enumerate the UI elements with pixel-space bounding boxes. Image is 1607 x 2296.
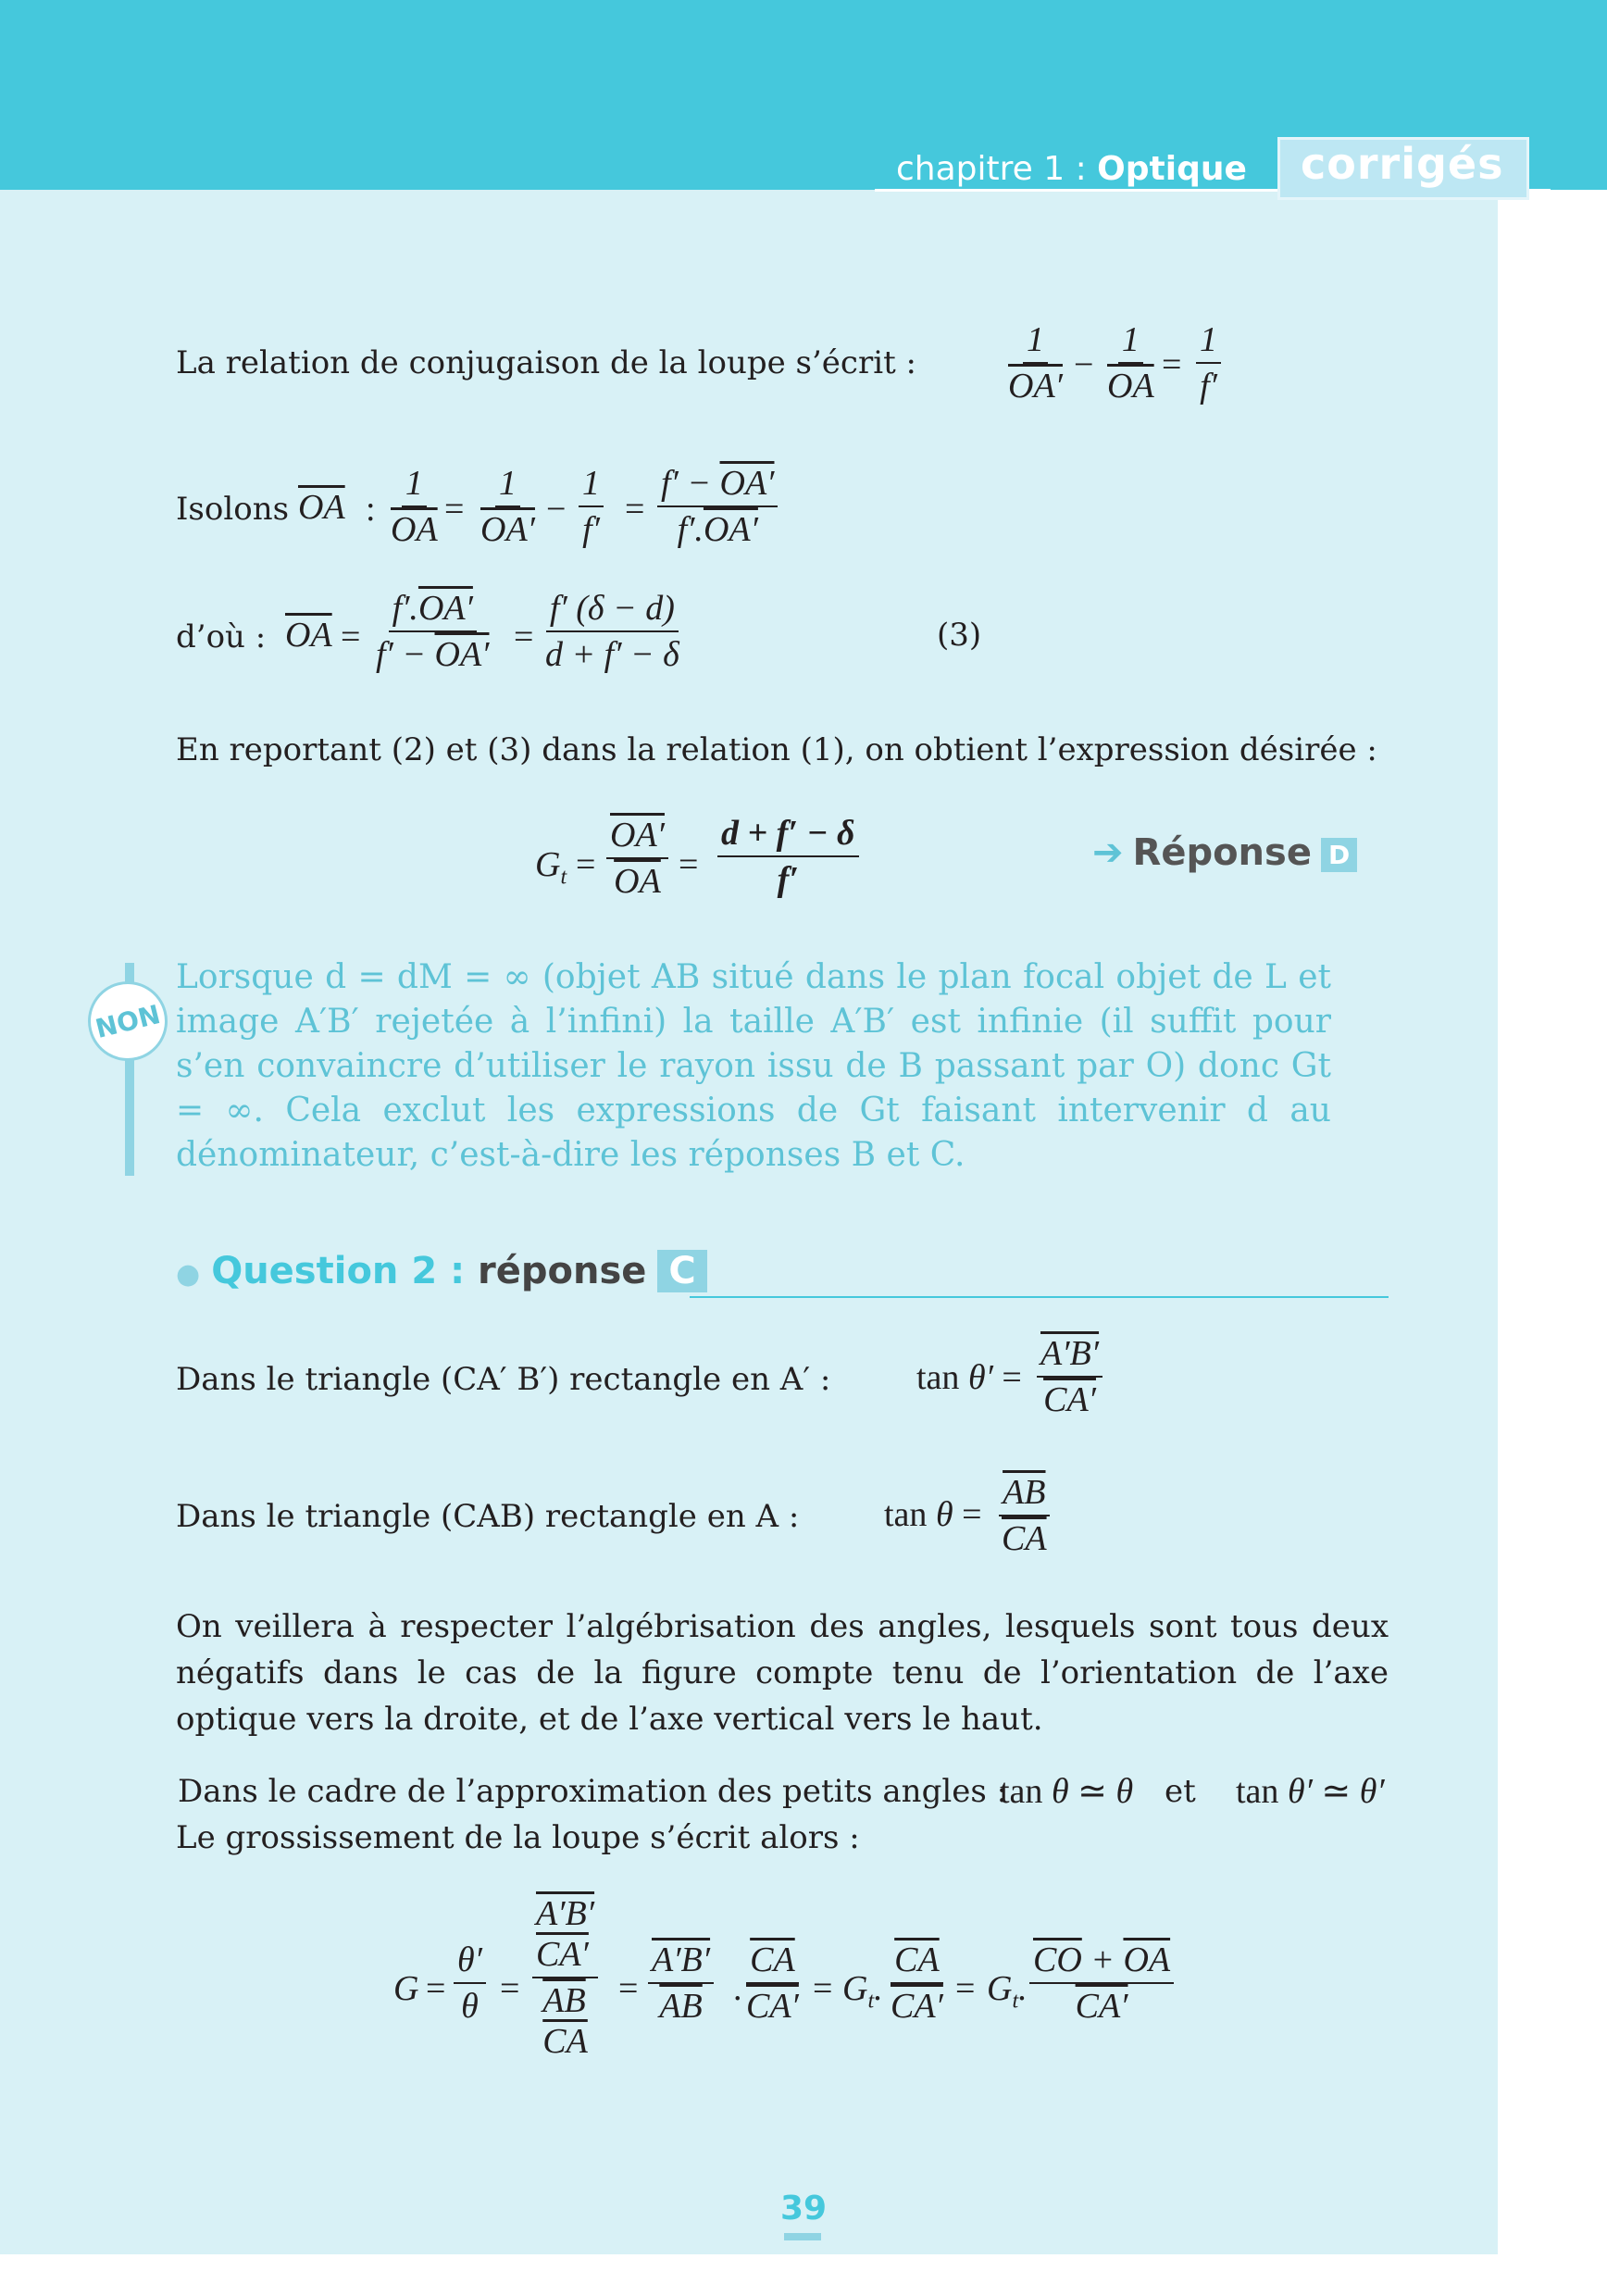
eq-op: = [341, 618, 361, 656]
g-var: G [393, 1969, 419, 2008]
report-sentence: En reportant (2) et (3) dans la relation (1), on obtient l’expression désirée : [176, 731, 1377, 768]
eq-op: = [618, 1969, 639, 2008]
eq-op: = [955, 1969, 976, 2008]
eq-op: = [444, 490, 465, 529]
chapter-header [896, 150, 1247, 188]
eq-isolons-t3: $\frac{1}{f'}$ [579, 463, 604, 550]
bullet-icon: ● [176, 1258, 201, 1291]
eq-conj-term2: $\frac{1}{OA}$ [1107, 320, 1154, 406]
dou-label: d’où : [176, 618, 267, 655]
algebra-paragraph: On veillera à respecter l’algébrisation des angles, lesquels sont tous deux négatifs dans le cas de la figure compte tenu de l’orientation de l’axe optique vers la droite, et de l’axe vertical vers le haut. [176, 1608, 1389, 1738]
right-margin [1498, 190, 1607, 2296]
note-paragraph: Lorsque d = dM = ∞ (objet AB situé dans le plan focal objet de L et image A′B′ rejetée à l’infini) la taille A′B′ est infinie (il suffit pour s’en convaincre d’utiliser le rayon issu de B passant par O) donc Gt = ∞. Cela exclut les expressions de Gt faisant intervenir d au dénominateur, c’est-à-dire les réponses B et C. [176, 958, 1331, 1174]
eq-g-t3b: $\frac{\overline{CA}}{CA'}$ [746, 1940, 799, 2026]
gt-var-3: $G_t$. [987, 1969, 1028, 2014]
eq-op: = [576, 845, 596, 884]
section-tag: corrigés [1301, 139, 1504, 189]
eq-op: = [625, 490, 645, 529]
chapter-name: Optique [1097, 150, 1247, 188]
eq-gt-t1: $\frac{OA'}{OA}$ [606, 815, 668, 902]
small-angle-text: Dans le cadre de l’approximation des petits angles : [178, 1773, 1008, 1810]
eq-op: = [426, 1969, 446, 2008]
gt-var-2: $G_t$. [842, 1969, 883, 2014]
eq-tan-prime: $\frac{A'B'}{CA'}$ [1037, 1333, 1102, 1420]
eq-g-t4: $\frac{\overline{CA}}{CA'}$ [891, 1940, 943, 2026]
eq-conj-term1: $\frac{1}{OA'}$ [1008, 320, 1063, 406]
tan-theta: tan θ = [884, 1495, 982, 1534]
tan-theta-prime: tan θ′ = [916, 1358, 1022, 1397]
triangle-1-text: Dans le triangle (CA′ B′) rectangle en A′ : [176, 1361, 831, 1398]
equation-label-3: (3) [937, 617, 982, 654]
gt-var: $G_t$ [535, 845, 567, 890]
answer-label: Réponse [1132, 831, 1312, 874]
eq-op: − [1074, 345, 1094, 384]
page-number-bar [784, 2233, 821, 2240]
question-reponse-word: réponse [478, 1250, 647, 1292]
et-word: et [1165, 1773, 1196, 1810]
eq-op: − [546, 490, 567, 529]
eq-op: : [366, 490, 376, 529]
answer-letter-badge: D [1321, 838, 1357, 872]
conjugation-intro: La relation de conjugaison de la loupe s’écrit : [176, 344, 917, 381]
isolons-var: $\overline{OA}$ [298, 488, 345, 527]
eq-g-t5: $\frac{\overline{CO} + \overline{OA}}{CA'}$ [1029, 1940, 1174, 2027]
bottom-margin [0, 2254, 1498, 2296]
grossissement-text: Le grossissement de la loupe s’écrit alors : [176, 1819, 860, 1856]
approx-1: tan θ ≃ θ [1000, 1772, 1134, 1811]
answer-indicator [1092, 831, 1357, 874]
isolons-label: Isolons [176, 491, 290, 528]
eq-op: . [733, 1969, 742, 2008]
approx-2: tan θ′ ≃ θ′ [1236, 1772, 1385, 1811]
eq-gt-result: $\frac{d + f' - \delta}{f'}$ [717, 813, 859, 900]
eq-dou-t2: $\frac{f' (\delta - d)}{d + f' - \delta}$ [545, 589, 679, 674]
eq-conj-term3: $\frac{1}{f'}$ [1196, 319, 1221, 406]
eq-g-t2: A′B′ CA′ $\overline{AB}$ $\overline{CA}$ [532, 1893, 598, 2062]
chapter-prefix: chapitre 1 : [896, 150, 1098, 188]
eq-isolons-t4: $\frac{f' - OA'}{f'.OA'}$ [657, 463, 778, 550]
eq-op: = [514, 618, 534, 656]
question-2-title [176, 1250, 707, 1292]
arrow-right-icon: ➔ [1092, 831, 1124, 874]
eq-op: = [500, 1969, 520, 2008]
eq-op: = [679, 845, 699, 884]
eq-isolons-t1: $\frac{1}{OA}$ [391, 464, 438, 549]
dou-var: $\overline{OA}$ [285, 616, 332, 655]
question-2-rule [690, 1296, 1389, 1298]
eq-dou-t1: $\frac{f'.OA'}{f' - OA'}$ [376, 589, 490, 674]
eq-isolons-t2: $\frac{1}{OA'}$ [480, 464, 535, 549]
question-answer-badge: C [657, 1250, 706, 1292]
triangle-2-text: Dans le triangle (CAB) rectangle en A : [176, 1498, 800, 1535]
eq-tan: $\frac{\overline{AB}}{CA}$ [998, 1472, 1051, 1559]
eq-g-t3a: $\frac{A'B'}{AB}$ [648, 1940, 714, 2027]
question-number: Question 2 : [211, 1250, 466, 1292]
eq-op: = [1162, 345, 1182, 384]
eq-op: = [813, 1969, 833, 2008]
page-number: 39 [780, 2190, 828, 2227]
non-badge-icon: NON [80, 973, 176, 1069]
eq-g-t1: $\frac{\theta'}{\theta}$ [454, 1940, 486, 2027]
